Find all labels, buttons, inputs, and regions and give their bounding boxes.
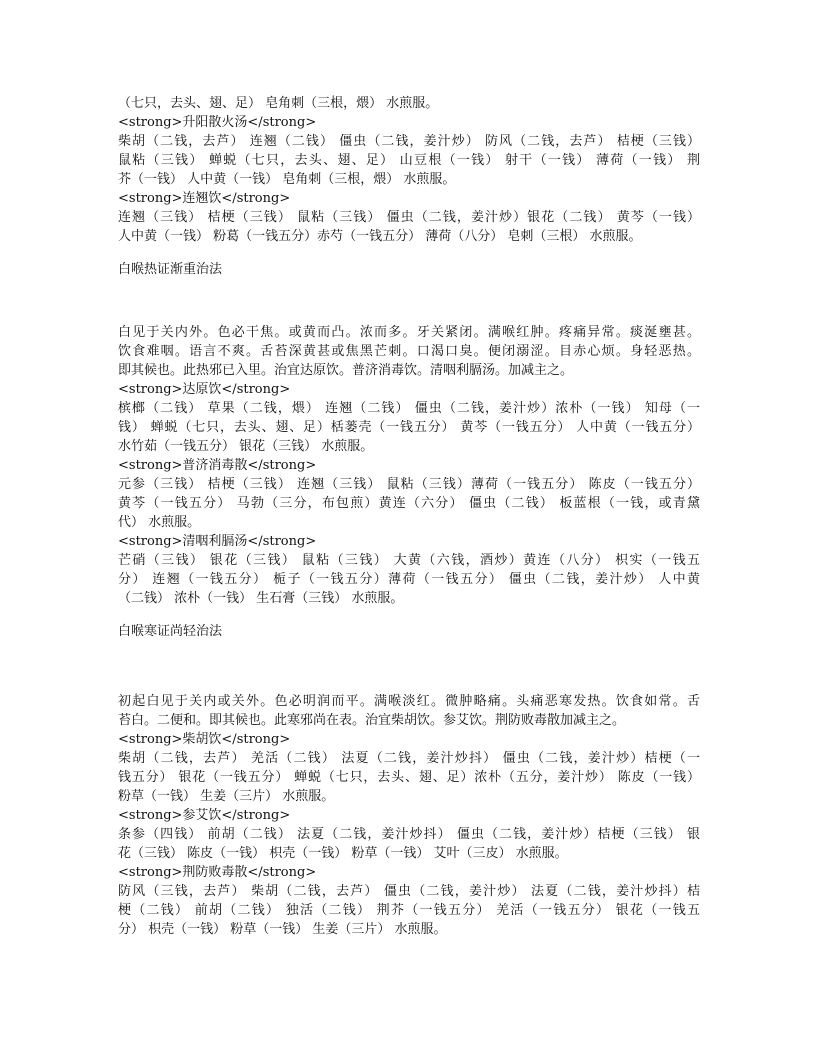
text-line: 柴胡（二钱，去芦） 羌活（二钱） 法夏（二钱，姜汁炒抖） 僵虫（二钱，姜汁炒）桔梗（一 (118, 751, 700, 766)
text-line: 饮食难咽。语言不爽。舌苔深黄甚或焦黑芒刺。口渴口臭。便闭溺涩。目赤心烦。身轻恶热。 (118, 344, 700, 359)
text-line: 槟榔（二钱） 草果（二钱，煨） 连翘（二钱） 僵虫（二钱，姜汁炒）浓朴（一钱） 知母（一 (118, 401, 700, 416)
text-line: 代） 水煎服。 (118, 515, 201, 530)
paragraph (118, 882, 700, 939)
text-line: 钱五分） 银花（一钱五分） 蝉蜕（七只，去头、翅、足）浓朴（五分，姜汁炒） 陈皮（一钱） (118, 770, 700, 785)
paragraph (118, 692, 700, 730)
text-line: 初起白见于关内或关外。色必明润而平。满喉淡红。微肿略痛。头痛恶寒发热。饮食如常。舌 (118, 694, 700, 709)
text-line: 花（三钱） 陈皮（一钱） 枳壳（一钱） 粉草（一钱） 艾叶（三皮） 水煎服。 (118, 846, 568, 861)
text-line: 梗（二钱） 前胡（二钱） 独活（二钱） 荆芥（一钱五分） 羌活（一钱五分） 银花（一钱五 (118, 903, 700, 918)
text-line: <strong>柴胡饮</strong> (118, 732, 291, 747)
text-line: （七只，去头、翅、足） 皂角刺（三根，煨） 水煎服。 (118, 96, 439, 111)
formula-title (118, 863, 700, 882)
text-line: 条参（四钱） 前胡（二钱） 法夏（二钱，姜汁炒抖） 僵虫（二钱，姜汁炒）桔梗（三钱） 银 (118, 827, 700, 842)
text-line: 苔白。二便和。即其候也。此寒邪尚在表。治宜柴胡饮。参艾饮。荆防败毒散加减主之。 (118, 713, 626, 728)
formula-title (118, 113, 700, 132)
text-line: 粉草（一钱） 生姜（三片） 水煎服。 (118, 789, 335, 804)
paragraph (118, 323, 700, 380)
text-line: 黄芩（一钱五分） 马勃（三分，布包煎）黄连（六分） 僵虫（二钱） 板蓝根（一钱，或青黛 (118, 496, 700, 511)
text-line: 防风（三钱，去芦） 柴胡（二钱，去芦） 僵虫（二钱，姜汁炒） 法夏（二钱，姜汁炒抖）桔 (118, 884, 700, 899)
paragraph (118, 551, 700, 608)
text-line: 分） 枳壳（一钱） 粉草（一钱） 生姜（三片） 水煎服。 (118, 922, 447, 937)
text-line: <strong>清咽利膈汤</strong> (118, 534, 317, 549)
paragraph (118, 132, 700, 189)
text-line: <strong>参艾饮</strong> (118, 808, 291, 823)
formula-title (118, 456, 700, 475)
formula-title (118, 189, 700, 208)
text-line: 连翘（三钱） 桔梗（三钱） 鼠粘（三钱） 僵虫（二钱，姜汁炒）银花（二钱） 黄芩（一钱） (118, 210, 700, 225)
text-line: 柴胡（二钱，去芦） 连翘（二钱） 僵虫（二钱，姜汁炒） 防风（二钱，去芦） 桔梗（三钱） (118, 134, 700, 149)
formula-title (118, 806, 700, 825)
section-body (118, 323, 700, 608)
text-line: 人中黄（一钱） 粉葛（一钱五分）赤芍（一钱五分） 薄荷（八分） 皂刺（三根） 水煎服。 (118, 229, 642, 244)
section-heading: 白喉寒证尚轻治法 (118, 624, 223, 639)
text-line: <strong>荆防败毒散</strong> (118, 865, 317, 880)
text-line: 鼠粘（三钱） 蝉蜕（七只，去头、翅、足） 山豆根（一钱） 射干（一钱） 薄荷（一钱） 荆 (118, 153, 700, 168)
text-line: <strong>升阳散火汤</strong> (118, 115, 317, 130)
paragraph (118, 825, 700, 863)
paragraph (118, 208, 700, 246)
section-heading: 白喉热证渐重治法 (118, 262, 223, 277)
text-line: 白见于关内外。色必干焦。或黄而凸。浓而多。牙关紧闭。满喉红肿。疼痛异常。痰涎壅甚。 (118, 325, 700, 340)
text-line: 分） 连翘（一钱五分） 栀子（一钱五分）薄荷（一钱五分） 僵虫（二钱，姜汁炒） 人中黄 (118, 572, 700, 587)
formula-title (118, 380, 700, 399)
text-line: <strong>连翘饮</strong> (118, 191, 291, 206)
section-body (118, 692, 700, 939)
text-line: <strong>达原饮</strong> (118, 382, 291, 397)
text-line: 芒硝（三钱） 银花（三钱） 鼠粘（三钱） 大黄（六钱，酒炒）黄连（八分） 枳实（一钱五 (118, 553, 700, 568)
formula-title (118, 532, 700, 551)
text-line: 元参（三钱） 桔梗（三钱） 连翘（三钱） 鼠粘（三钱）薄荷（一钱五分） 陈皮（一钱五分） (118, 477, 700, 492)
paragraph (118, 749, 700, 806)
paragraph (118, 475, 700, 532)
formula-title (118, 730, 700, 749)
paragraph (118, 399, 700, 456)
text-line: 水竹茹（一钱五分） 银花（三钱） 水煎服。 (118, 439, 374, 454)
text-line: 芥（一钱） 人中黄（一钱） 皂角刺（三根，煨） 水煎服。 (118, 172, 456, 187)
section-body (118, 94, 700, 246)
paragraph (118, 94, 700, 113)
text-line: （二钱） 浓朴（一钱） 生石膏（三钱） 水煎服。 (118, 591, 404, 606)
text-line: 即其候也。此热邪已入里。治宜达原饮。普济消毒饮。清咽利膈汤。加减主之。 (118, 363, 574, 378)
text-line: 钱） 蝉蜕（七只，去头、翅、足）栝蒌壳（一钱五分） 黄芩（一钱五分） 人中黄（一钱五分） (118, 420, 700, 435)
text-line: <strong>普济消毒散</strong> (118, 458, 317, 473)
